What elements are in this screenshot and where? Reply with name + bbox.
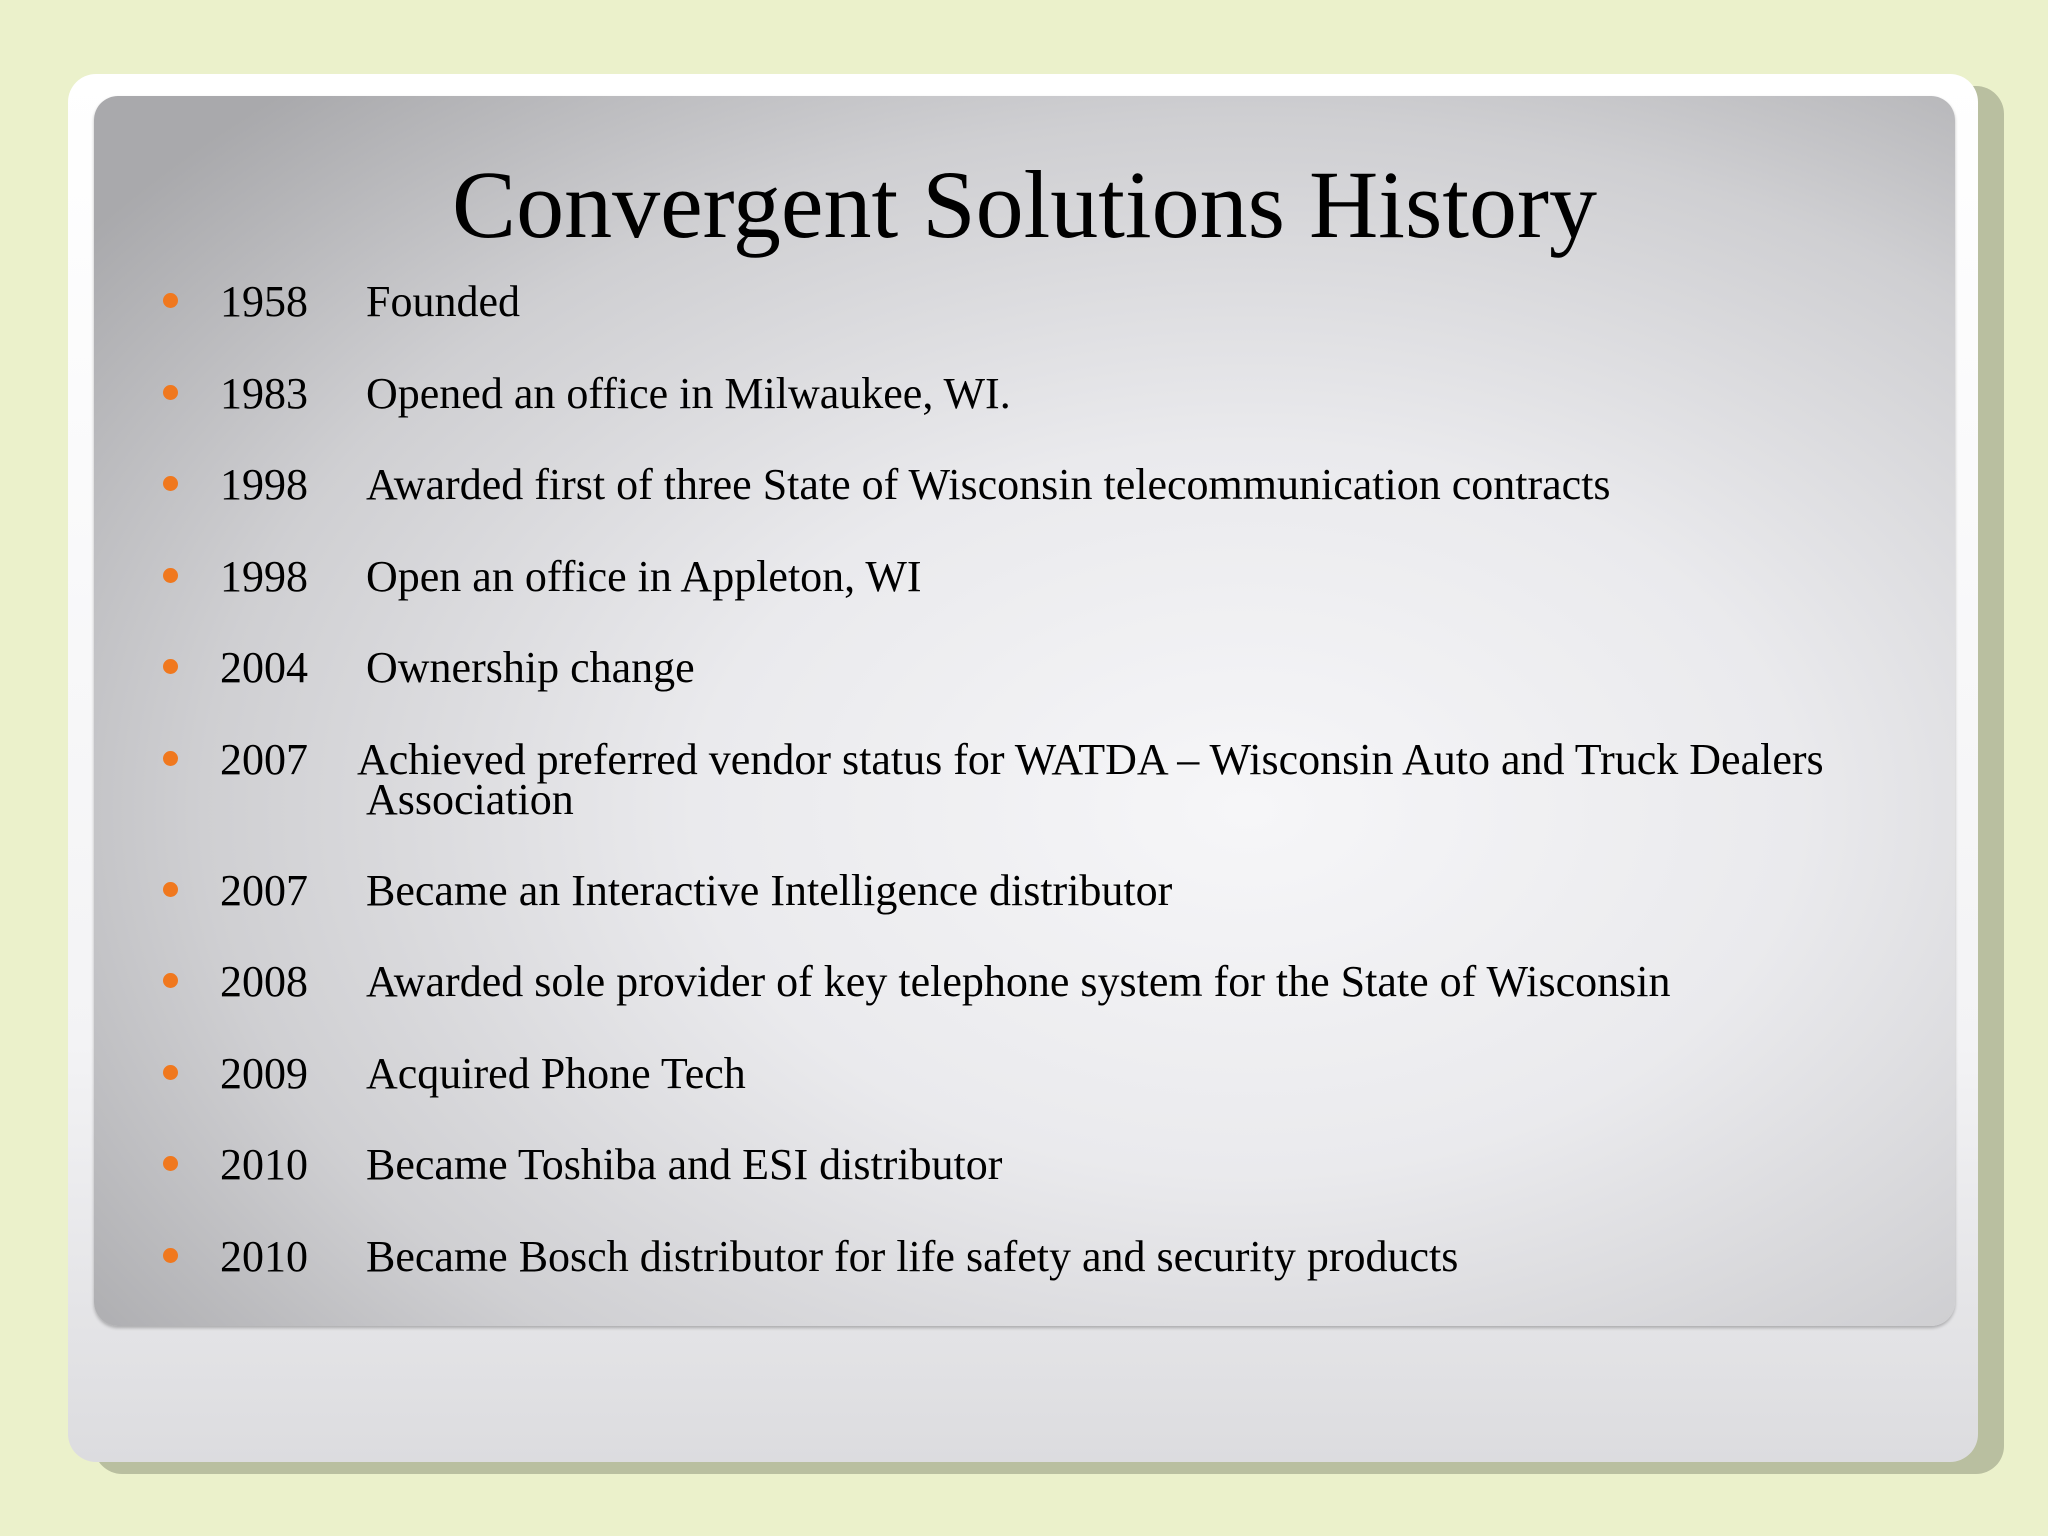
timeline-event-line: Achieved preferred vendor status for WATDA – Wisconsin Auto and Truck Dealers <box>357 735 1824 784</box>
bullet-icon <box>163 568 178 583</box>
timeline-year: 1998 <box>220 552 308 601</box>
timeline-entry <box>0 952 2048 1012</box>
timeline-entry <box>0 455 2048 515</box>
bullet-icon <box>163 385 178 400</box>
timeline-entry <box>0 547 2048 607</box>
timeline-entry <box>0 1227 2048 1287</box>
timeline-event: Awarded first of three State of Wisconsin telecommunication contracts <box>366 460 1611 509</box>
timeline-year: 2008 <box>220 957 308 1006</box>
timeline-entry <box>0 1044 2048 1104</box>
timeline-event: Opened an office in Milwaukee, WI. <box>366 369 1011 418</box>
timeline-event-line: Association <box>366 775 574 824</box>
timeline-entry <box>0 1135 2048 1195</box>
timeline-event: Founded <box>366 277 520 326</box>
bullet-icon <box>163 659 178 674</box>
timeline-year: 2004 <box>220 643 308 692</box>
timeline-year: 1958 <box>220 277 308 326</box>
bullet-icon <box>163 293 178 308</box>
timeline-year: 2010 <box>220 1140 308 1189</box>
timeline-year: 2009 <box>220 1049 308 1098</box>
timeline-year: 1998 <box>220 460 308 509</box>
timeline-entry <box>0 364 2048 424</box>
timeline-year: 2010 <box>220 1232 308 1281</box>
timeline-event: Awarded sole provider of key telephone system for the State of Wisconsin <box>366 957 1671 1006</box>
timeline-event: Became Bosch distributor for life safety and security products <box>366 1232 1459 1281</box>
bullet-icon <box>163 1156 178 1171</box>
timeline-year: 2007 <box>220 866 308 915</box>
timeline-entry <box>0 730 2048 830</box>
bullet-icon <box>163 1248 178 1263</box>
bullet-icon <box>163 1065 178 1080</box>
timeline-event: Ownership change <box>366 643 695 692</box>
slide-title: Convergent Solutions History <box>452 151 1597 258</box>
bullet-icon <box>163 476 178 491</box>
timeline-event: Became Toshiba and ESI distributor <box>366 1140 1003 1189</box>
bullet-icon <box>163 882 178 897</box>
timeline-event: Acquired Phone Tech <box>366 1049 746 1098</box>
timeline-year: 2007 <box>220 735 308 784</box>
timeline-entry <box>0 638 2048 698</box>
timeline-entry <box>0 861 2048 921</box>
timeline-event <box>357 735 1917 824</box>
timeline-year: 1983 <box>220 369 308 418</box>
timeline-event: Open an office in Appleton, WI <box>366 552 922 601</box>
bullet-icon <box>163 973 178 988</box>
timeline-event: Became an Interactive Intelligence distributor <box>366 866 1173 915</box>
bullet-icon <box>163 751 178 766</box>
timeline-entry <box>0 272 2048 332</box>
